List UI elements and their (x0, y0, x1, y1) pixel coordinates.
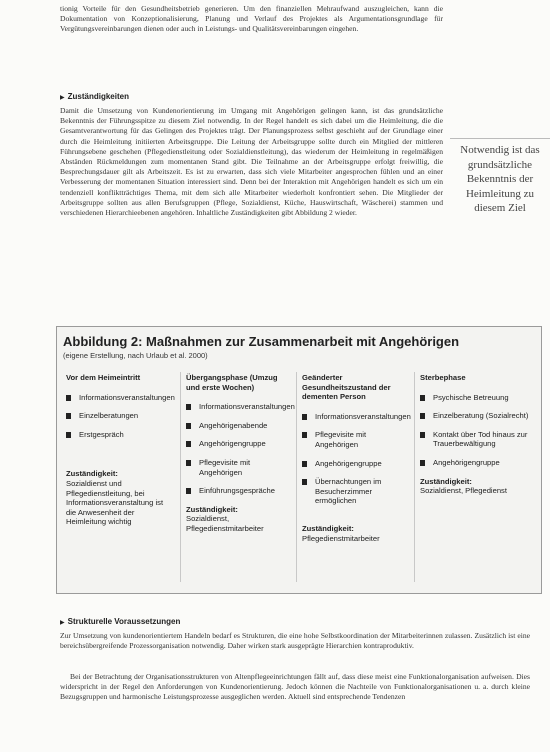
list-item: Angehörigenabende (186, 421, 290, 431)
triangle-bullet-icon: ▶ (60, 95, 65, 101)
list-item: Pflegevisite mit Angehörigen (302, 430, 408, 449)
column-divider (180, 372, 181, 582)
responsibility-note (302, 524, 408, 543)
figure-column-4 (420, 373, 532, 496)
figure-title: Abbildung 2: Maßnahmen zur Zusammenarbeit mit Angehörigen (63, 334, 460, 349)
sidebar-quote: Notwendig ist das grundsätzliche Bekenntnis der Heimleitung zu diesem Ziel (450, 138, 550, 216)
list-item: Informationsveranstaltungen (302, 412, 408, 422)
list-item: Einführungsgespräche (186, 486, 290, 496)
column-divider (414, 372, 415, 582)
column-divider (296, 372, 297, 582)
figure-subtitle: (eigene Erstellung, nach Urlaub et al. 2000) (63, 351, 208, 360)
responsibility-label: Zuständigkeit: (302, 523, 354, 533)
list-item: Pflegevisite mit Angehörigen (186, 458, 290, 477)
list-item: Angehörigengruppe (302, 459, 408, 469)
list-item: Kontakt über Tod hinaus zur Trauerbewältigung (420, 430, 532, 449)
intro-paragraph: tionig Vorteile für den Gesundheitsbetrieb generieren. Um den finanziellen Mehraufwand auszugleichen, kann die Dokumentation von Konzeptionalisierung, Planung und Verlauf des Projektes als Argumentationsgrundlage für Vergütungsvereinbarungen dienen oder auch in Leistungs- und Qualitätsvereinbarungen eingehen. (60, 4, 443, 34)
list-item: Einzelberatung (Sozialrecht) (420, 411, 532, 421)
responsibility-label: Zuständigkeit: (186, 504, 238, 514)
measure-list (420, 393, 532, 468)
list-item: Psychische Betreuung (420, 393, 532, 403)
list-item: Informationsveranstaltungen (66, 393, 174, 403)
responsibility-text: Sozialdienst, Pflegedienstmitarbeiter (186, 514, 264, 533)
list-item: Erstgespräch (66, 430, 174, 440)
figure-column-1 (66, 373, 174, 527)
responsibility-note (186, 505, 290, 534)
measure-list (186, 402, 295, 496)
column-header: Übergangsphase (Umzug und erste Wochen) (186, 373, 278, 392)
responsibility-label: Zuständigkeit: (420, 476, 472, 486)
list-item: Angehörigengruppe (186, 439, 290, 449)
column-header: Vor dem Heimeintritt (66, 373, 141, 382)
responsibility-note (420, 477, 532, 496)
section1-paragraph: Damit die Umsetzung von Kundenorientierung im Umgang mit Angehörigen gelingen kann, ist das grundsätzliche Bekenntnis der Führungsspitze zu diesem Ziel notwendig. In der Regel handelt es sich dabei um die Heimleitung, die die Gesamtverantwortung für das Gelingen des Projektes trägt. Der Planungsprozess selbst geschieht auf der Grundlage einer durch die Heimleitung initiierten Arbeitsgruppe. Die Leitung der Arbeitsgruppe sollte durch ein Mitglied der mittleren Führungsebene geschehen (Pflegedienstleitung oder Sozialdienstleitung), das wiederum der Heimleitung in regelmäßigen Abständen Rückmeldungen zum momentanen Stand gibt. Die Teilnahme an der Arbeitsgruppe erfolgt freiwillig, die Besprechungsdauer gilt als Arbeitszeit. Es ist zu erwarten, dass sich viele Mitarbeiter angesprochen fühlen und an einer Verbesserung der momentanen Situation interessiert sind. Denn bei der Interaktion mit Angehörigen handelt es sich um ein tendenziell konfliktträchtiges Thema, mit dem sich alle Mitarbeiter wiederholt konfrontiert sehen. Die Mitglieder der Arbeitsgruppe sollten aus allen Berufsgruppen (Pflege, Sozialdienst, Küche, Hauswirtschaft, Wäscherei) stammen und verschiedenen Hierarchieebenen angehören. Inhaltliche Zuständigkeiten gibt Abbildung 2 wieder. (60, 106, 443, 218)
section2-paragraph-1: Zur Umsetzung von kundenorientiertem Handeln bedarf es Strukturen, die eine hohe Selbstkoordination der Mitarbeiterinnen zulassen. Zusätzlich ist eine bereichsübergreifende Prozessorganisation notwendig. Daher wirken stark ausgeprägte Hierarchien kontraproduktiv. (60, 631, 530, 651)
responsibility-text: Sozialdienst und Pflegedienstleitung, bei Informationsveranstaltung ist die Anwesenheit der Heimleitung wichtig (66, 478, 164, 527)
list-item: Einzelberatungen (66, 411, 174, 421)
triangle-bullet-icon: ▶ (60, 620, 65, 626)
list-item: Angehörigengruppe (420, 458, 532, 468)
column-header: Sterbephase (420, 373, 466, 382)
responsibility-text: Pflegedienstmitarbeiter (302, 533, 380, 543)
list-item: Übernachtungen im Besucherzimmer ermöglichen (302, 477, 408, 506)
figure-column-2 (186, 373, 295, 534)
measure-list (66, 393, 174, 440)
responsibility-text: Sozialdienst, Pflegedienst (420, 486, 507, 496)
figure-column-3 (302, 373, 411, 543)
section-heading-zustaendigkeiten: ▶ Zuständigkeiten (60, 92, 129, 101)
section2-paragraph-2: Bei der Betrachtung der Organisationsstrukturen von Altenpflegeeinrichtungen fällt auf, dass diese meist eine Funktionalorganisation aufweisen. Dies widerspricht in der Regel den Anforderungen von Kundenorientierung. Jedoch können die Nachteile von Funktionalorganisationen u. a. durch kleine Bezugsgruppen und harmonische Leistungsprozesse ausgeglichen werden. Aktuell sind entsprechende Tendenzen (60, 672, 530, 702)
list-item: Informationsveranstaltungen (186, 402, 290, 412)
responsibility-label: Zuständigkeit: (66, 469, 118, 479)
section-heading-strukturelle-voraussetzungen: ▶ Strukturelle Voraussetzungen (60, 617, 181, 626)
measure-list (302, 411, 411, 506)
column-header: Geänderter Gesundheitszustand der dementen Person (302, 373, 391, 402)
responsibility-note (66, 469, 174, 527)
